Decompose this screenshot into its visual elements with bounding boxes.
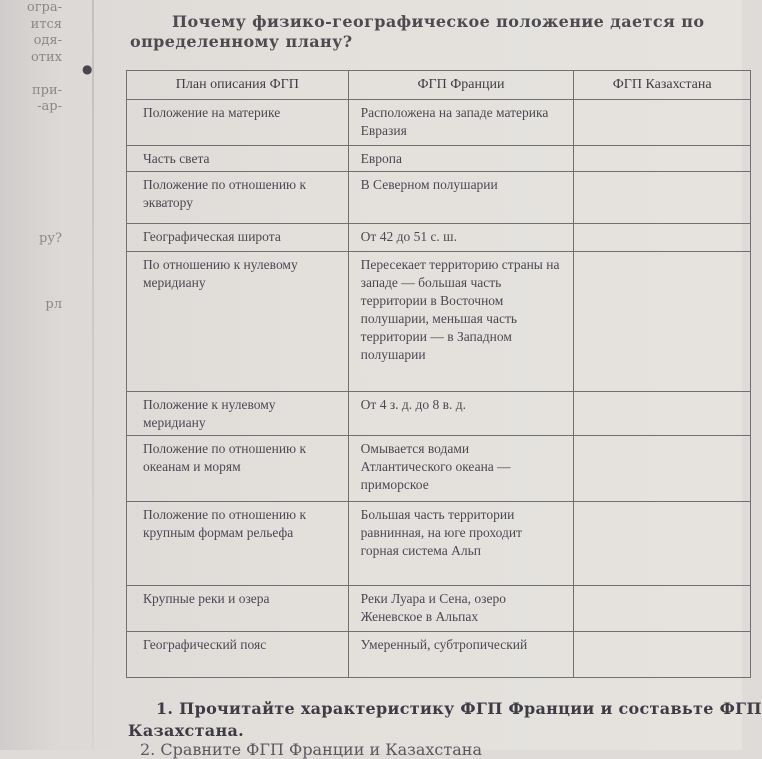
margin-line: ится (30, 16, 62, 32)
table-row (127, 586, 751, 632)
task-line-2: Казахстана. (128, 721, 245, 740)
cell-france: Умеренный, субтропический (348, 632, 574, 678)
table-row (127, 252, 751, 392)
cell-plan: Географический пояс (127, 632, 349, 678)
question-text: Почему физико-географическое положение дается по определенному плану? (130, 12, 705, 51)
page-fold (92, 0, 94, 750)
margin-line (0, 132, 62, 149)
table-row (127, 146, 751, 172)
margin-line: одя- (33, 33, 62, 48)
margin-line: отих (30, 49, 62, 65)
margin-line (0, 149, 62, 166)
header-kazakhstan: ФГП Казахстана (574, 71, 751, 100)
margin-line (0, 248, 62, 265)
cell-france: В Северном полушарии (348, 172, 574, 224)
margin-line (0, 264, 62, 281)
table-row (127, 100, 751, 146)
cell-kazakhstan (574, 172, 751, 224)
task-line-3-partial: 2. Сравните ФГП Франции и Казахстана (140, 740, 482, 759)
table-row (127, 172, 751, 224)
margin-line (0, 281, 62, 298)
margin-line (0, 215, 62, 232)
task-line-1: 1. Прочитайте характеристику ФГП Франции и составьте ФГП (156, 699, 762, 718)
margin-line (0, 182, 62, 199)
cell-france: Пересекает территорию страны на западе — большая часть территории в Восточном полушарии, меньшая часть территории — в Западном полушарии (348, 252, 574, 392)
cell-plan: Положение на материке (127, 100, 349, 146)
table-row (127, 502, 751, 586)
cell-france: Большая часть территории равнинная, на юге проходит горная система Альп (348, 502, 574, 586)
margin-line: -ар- (37, 99, 62, 114)
cell-plan: Положение по отношению к крупным формам рельефа (127, 502, 349, 586)
header-plan: План описания ФГП (127, 71, 349, 100)
cell-plan: Положение по отношению к океанам и морям (127, 436, 349, 502)
table-row (127, 392, 751, 436)
cell-plan: Крупные реки и озера (127, 586, 349, 632)
table-row (127, 224, 751, 252)
cell-france: Европа (348, 146, 574, 172)
cell-plan: Положение к нулевому меридиану (127, 392, 349, 436)
header-france: ФГП Франции (348, 71, 574, 100)
table-header-row (127, 71, 751, 100)
bullet-mark-icon: ● (82, 62, 93, 76)
cell-france: Расположена на западе материка Евразия (348, 100, 574, 146)
cell-kazakhstan (574, 224, 751, 252)
task-text (128, 698, 762, 742)
margin-line (0, 66, 62, 83)
margin-line (0, 116, 62, 133)
cell-kazakhstan (574, 100, 751, 146)
cell-kazakhstan (574, 632, 751, 678)
cell-kazakhstan (574, 392, 751, 436)
cell-plan: Географическая широта (127, 224, 349, 252)
margin-line: ру? (39, 231, 62, 246)
cell-kazakhstan (574, 252, 751, 392)
table-row (127, 436, 751, 502)
cell-kazakhstan (574, 502, 751, 586)
left-margin-text (0, 0, 62, 314)
cell-france: Омывается водами Атлантического океана — приморское (348, 436, 574, 502)
margin-line: при- (31, 82, 62, 98)
cell-kazakhstan (574, 146, 751, 172)
table-row (127, 632, 751, 678)
cell-kazakhstan (574, 436, 751, 502)
margin-line (0, 165, 62, 182)
fgp-table (126, 70, 751, 678)
cell-plan: Часть света (127, 146, 349, 172)
cell-plan: По отношению к нулевому меридиану (127, 252, 349, 392)
cell-france: От 42 до 51 с. ш. (348, 224, 574, 252)
cell-plan: Положение по отношению к экватору (127, 172, 349, 224)
cell-france: От 4 з. д. до 8 в. д. (348, 392, 574, 436)
cell-france: Реки Луара и Сена, озеро Женевское в Альпах (348, 586, 574, 632)
margin-line (0, 198, 62, 215)
cell-kazakhstan (574, 586, 751, 632)
margin-line: огра- (26, 0, 62, 15)
margin-line: рл (45, 297, 62, 312)
